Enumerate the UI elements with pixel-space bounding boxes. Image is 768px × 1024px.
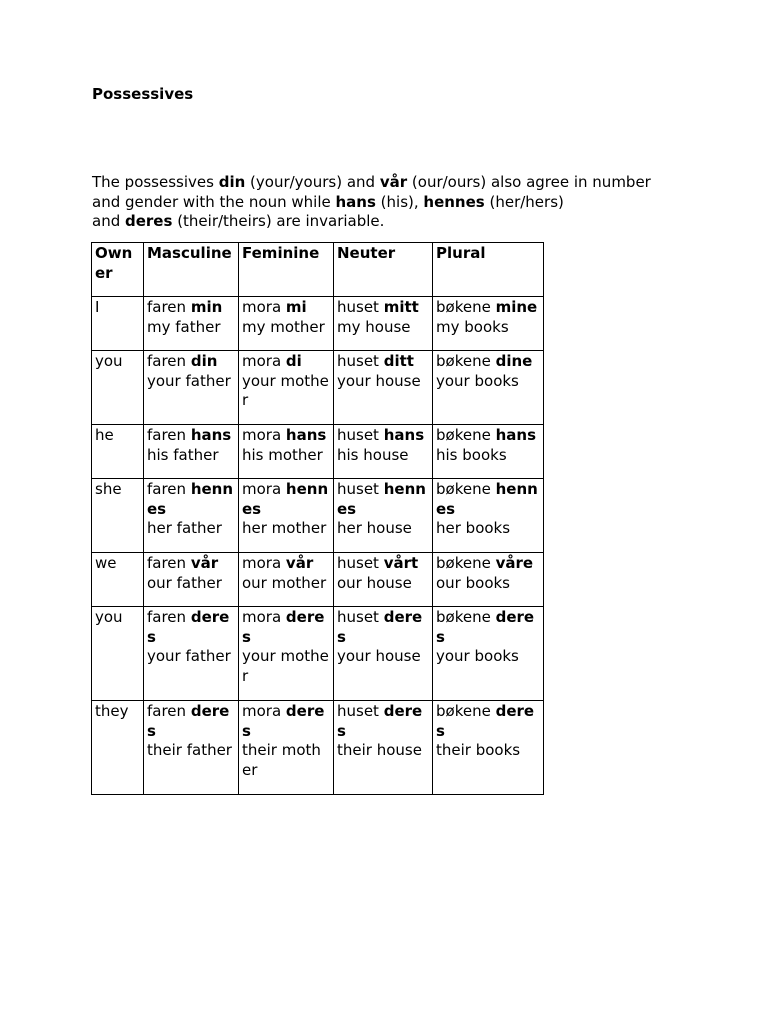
translation-text: his father	[147, 445, 219, 464]
noun-text: mora	[242, 554, 286, 572]
form-cell	[433, 607, 544, 701]
possessive-word: min	[190, 298, 223, 316]
intro-keyword: hennes	[423, 192, 485, 211]
possessive-word: deres	[242, 702, 325, 740]
translation-text: her father	[147, 519, 222, 537]
noun-text: faren	[147, 480, 191, 498]
owner-cell: you	[92, 351, 144, 425]
intro-text: (our/ours) also agree in number	[407, 173, 651, 191]
translation-text: your books	[436, 371, 519, 390]
table-row	[92, 351, 544, 425]
translation-text: her mother	[242, 519, 327, 537]
form-cell	[433, 425, 544, 479]
noun-text: bøkene	[436, 608, 496, 626]
noun-text: mora	[242, 352, 286, 370]
form-cell	[334, 297, 433, 351]
noun-text: huset	[337, 352, 384, 370]
possessive-word: deres	[337, 702, 423, 740]
translation-text: your books	[436, 647, 519, 665]
noun-text: mora	[242, 608, 286, 626]
header-cell-feminine: Feminine	[239, 243, 334, 297]
translation-text: my books	[436, 317, 509, 336]
form-cell	[334, 701, 433, 795]
translation-text: your father	[147, 647, 231, 665]
translation-text: your house	[337, 371, 421, 390]
intro-keyword: deres	[125, 212, 173, 230]
table-row	[92, 607, 544, 701]
intro-text: The possessives	[92, 173, 219, 191]
possessive-word: mitt	[383, 298, 419, 316]
noun-text: huset	[337, 554, 384, 572]
noun-text: bøkene	[436, 426, 496, 444]
form-cell	[239, 701, 334, 795]
form-cell	[144, 425, 239, 479]
possessive-word: din	[190, 352, 218, 370]
header-row	[92, 243, 544, 297]
form-cell	[334, 351, 433, 425]
intro-line	[92, 173, 692, 193]
possessives-table	[91, 242, 544, 795]
translation-text: our mother	[242, 573, 327, 592]
table-row	[92, 425, 544, 479]
intro-text: (your/yours) and	[245, 173, 380, 191]
header-cell-masculine: Masculine	[144, 243, 239, 297]
possessive-word: mi	[285, 298, 307, 316]
intro-keyword: vår	[379, 173, 408, 191]
form-cell	[144, 701, 239, 795]
possessive-word: våre	[495, 554, 534, 572]
form-cell	[239, 553, 334, 607]
possessive-word: deres	[242, 608, 325, 646]
possessive-word: hans	[495, 426, 537, 444]
intro-paragraph	[92, 173, 692, 232]
noun-text: huset	[337, 702, 384, 720]
table-row	[92, 297, 544, 351]
header-cell-plural: Plural	[433, 243, 544, 297]
noun-text: mora	[242, 298, 286, 316]
translation-text: our house	[337, 573, 412, 592]
translation-text: your father	[147, 371, 231, 390]
form-cell	[144, 351, 239, 425]
translation-text: our father	[147, 573, 222, 592]
noun-text: bøkene	[436, 352, 496, 370]
possessive-word: deres	[147, 702, 230, 740]
form-cell	[144, 297, 239, 351]
possessive-word: hennes	[242, 480, 329, 518]
possessive-word: mine	[495, 298, 538, 316]
possessive-word: vår	[190, 554, 219, 572]
possessive-word: deres	[147, 608, 230, 646]
noun-text: bøkene	[436, 480, 496, 498]
possessive-word: deres	[436, 702, 535, 740]
possessive-word: hans	[190, 426, 232, 444]
translation-text: his house	[337, 445, 409, 464]
possessive-word: deres	[436, 608, 535, 646]
intro-text: (their/theirs) are invariable.	[172, 212, 385, 230]
translation-text: their mother	[242, 741, 321, 779]
possessive-word: vårt	[383, 554, 419, 572]
table-row	[92, 701, 544, 795]
possessive-word: hennes	[337, 480, 426, 518]
form-cell	[144, 479, 239, 553]
noun-text: huset	[337, 480, 384, 498]
possessive-word: vår	[285, 554, 314, 572]
possessive-word: hennes	[147, 480, 234, 518]
translation-text: your mother	[242, 371, 329, 409]
noun-text: faren	[147, 554, 191, 572]
noun-text: huset	[337, 426, 384, 444]
noun-text: mora	[242, 702, 286, 720]
translation-text: my father	[147, 317, 221, 336]
possessive-word: di	[285, 352, 302, 370]
owner-cell: she	[92, 479, 144, 553]
intro-keyword: din	[218, 173, 246, 191]
noun-text: faren	[147, 352, 191, 370]
form-cell	[239, 297, 334, 351]
page-title: Possessives	[92, 85, 194, 103]
intro-text: (her/hers)	[484, 192, 564, 211]
possessive-word: hans	[285, 426, 327, 444]
noun-text: faren	[147, 426, 191, 444]
owner-cell: you	[92, 607, 144, 701]
noun-text: huset	[337, 298, 384, 316]
table-row	[92, 479, 544, 553]
form-cell	[433, 479, 544, 553]
owner-cell: he	[92, 425, 144, 479]
form-cell	[239, 479, 334, 553]
form-cell	[433, 351, 544, 425]
translation-text: your house	[337, 647, 421, 665]
translation-text: her house	[337, 519, 412, 537]
noun-text: bøkene	[436, 554, 496, 572]
possessive-word: hans	[383, 426, 425, 444]
form-cell	[433, 297, 544, 351]
intro-text: (his),	[375, 192, 424, 211]
header-cell-owner: Owner	[92, 243, 144, 297]
form-cell	[144, 607, 239, 701]
translation-text: my mother	[242, 317, 325, 336]
translation-text: our books	[436, 573, 510, 592]
possessive-word: ditt	[383, 352, 414, 370]
translation-text: her books	[436, 519, 511, 537]
form-cell	[334, 425, 433, 479]
noun-text: mora	[242, 480, 286, 498]
noun-text: faren	[147, 702, 191, 720]
translation-text: my house	[337, 317, 411, 336]
intro-text: and gender with the noun while	[92, 192, 336, 211]
owner-cell: we	[92, 553, 144, 607]
form-cell	[433, 701, 544, 795]
noun-text: faren	[147, 608, 191, 626]
noun-text: mora	[242, 426, 286, 444]
owner-cell: they	[92, 701, 144, 795]
form-cell	[334, 553, 433, 607]
form-cell	[334, 479, 433, 553]
form-cell	[239, 425, 334, 479]
form-cell	[239, 351, 334, 425]
table-row	[92, 553, 544, 607]
noun-text: huset	[337, 608, 384, 626]
translation-text: their house	[337, 741, 422, 759]
form-cell	[144, 553, 239, 607]
form-cell	[334, 607, 433, 701]
noun-text: bøkene	[436, 298, 496, 316]
translation-text: your mother	[242, 647, 329, 685]
intro-keyword: hans	[335, 192, 376, 211]
translation-text: his mother	[242, 445, 323, 464]
possessive-word: dine	[495, 352, 533, 370]
owner-cell: I	[92, 297, 144, 351]
intro-text: and	[92, 212, 125, 230]
translation-text: their father	[147, 741, 232, 759]
possessive-word: hennes	[436, 480, 538, 518]
noun-text: faren	[147, 298, 191, 316]
form-cell	[433, 553, 544, 607]
intro-line	[92, 212, 692, 232]
possessive-word: deres	[337, 608, 423, 646]
translation-text: their books	[436, 741, 521, 759]
header-cell-neuter: Neuter	[334, 243, 433, 297]
translation-text: his books	[436, 445, 507, 464]
intro-line	[92, 193, 692, 213]
form-cell	[239, 607, 334, 701]
noun-text: bøkene	[436, 702, 496, 720]
